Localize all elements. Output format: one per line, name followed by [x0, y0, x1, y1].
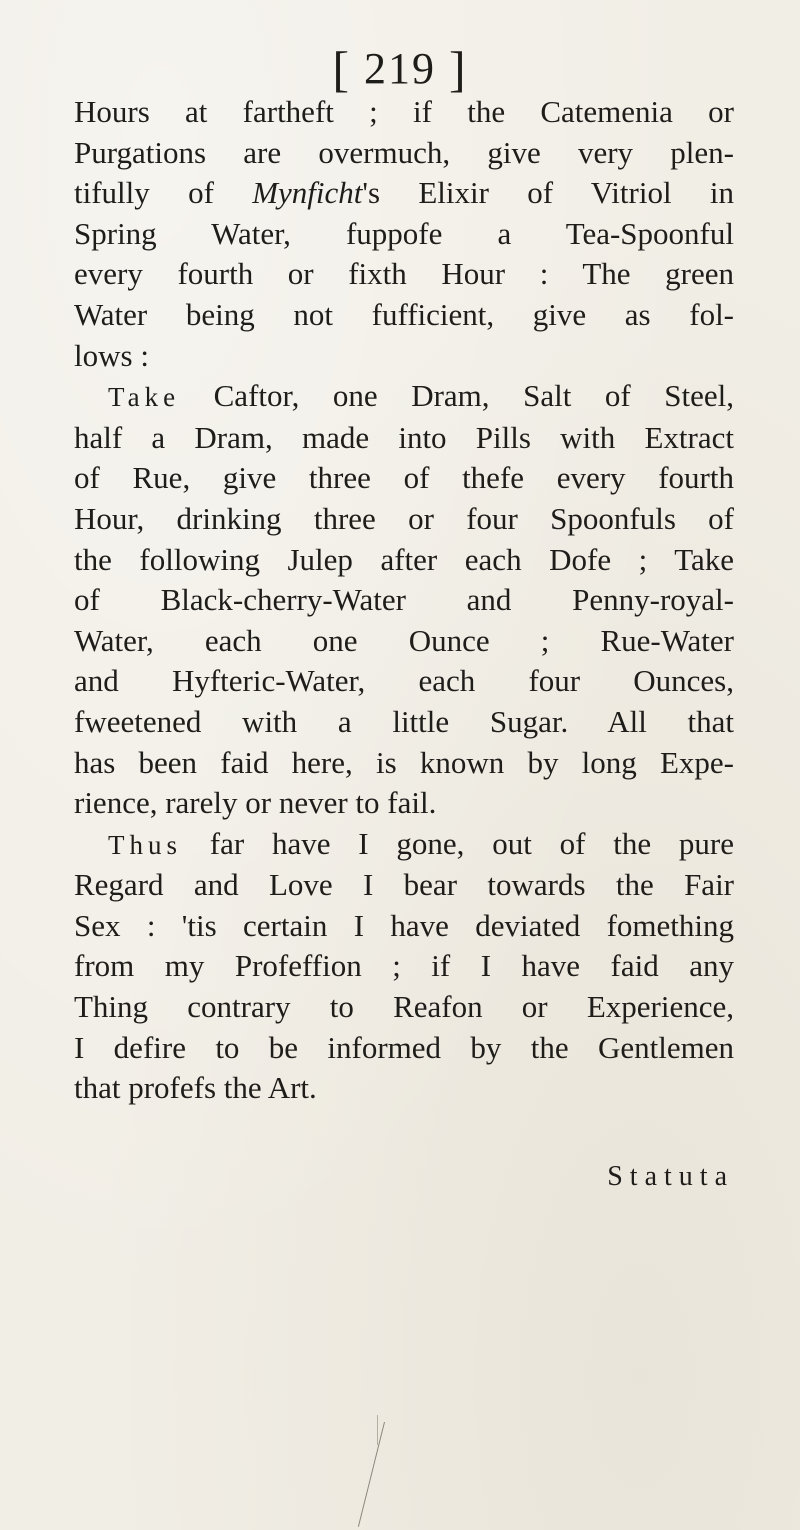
text-line: I defire to be informed by the Gentlemen	[74, 1029, 734, 1065]
text-line: has been faid here, is known by long Expe-	[74, 744, 734, 780]
text-line: rience, rarely or never to fail.	[74, 785, 437, 821]
small-caps-word: Thus	[108, 829, 182, 860]
text-line: Regard and Love I bear towards the Fair	[74, 867, 734, 903]
small-caps-word: Take	[108, 382, 181, 413]
text-line: that profefs the Art.	[74, 1070, 317, 1106]
text-line: Spring Water, fuppofe a Tea-Spoonful	[74, 215, 734, 251]
text-line: half a Dram, made into Pills with Extract	[74, 419, 734, 455]
text-line: Hours at fartheft ; if the Catemenia or	[74, 94, 734, 129]
text-line: lows :	[74, 337, 149, 373]
catchword: Statuta	[607, 1161, 734, 1192]
page-number-value: 219	[364, 44, 436, 93]
page-number	[0, 41, 800, 97]
text-line: every fourth or fixth Hour : The green	[74, 256, 734, 292]
stray-pen-mark	[377, 1415, 378, 1445]
text-line: and Hyfteric-Water, each four Ounces,	[74, 663, 734, 699]
body-text	[74, 92, 734, 1109]
stray-pen-mark	[358, 1422, 385, 1527]
text-line: Take Caftor, one Dram, Salt of Steel,	[108, 378, 734, 414]
text-line: Water being not fufficient, give as fol-	[74, 296, 734, 332]
text-line: fweetened with a little Sugar. All that	[74, 703, 734, 739]
text-line: Purgations are overmuch, give very plen-	[74, 134, 734, 170]
bracket-open: [	[332, 41, 351, 97]
text-line: of Rue, give three of thefe every fourth	[74, 460, 734, 496]
text-line: tifully of Mynficht's Elixir of Vitriol in	[74, 175, 734, 211]
text-line: Sex : 'tis certain I have deviated fomething	[74, 907, 734, 943]
bracket-close: ]	[449, 41, 468, 97]
italic-name: Mynficht	[252, 175, 363, 211]
text-line: the following Julep after each Dofe ; Take	[74, 541, 734, 577]
text-line: Hour, drinking three or four Spoonfuls of	[74, 500, 734, 536]
text-line: Water, each one Ounce ; Rue-Water	[74, 622, 734, 658]
text-line: from my Profeffion ; if I have faid any	[74, 948, 734, 984]
text-line: Thing contrary to Reafon or Experience,	[74, 989, 734, 1025]
text-line: of Black-cherry-Water and Penny-royal-	[74, 582, 734, 618]
text-line: Thus far have I gone, out of the pure	[108, 825, 734, 861]
